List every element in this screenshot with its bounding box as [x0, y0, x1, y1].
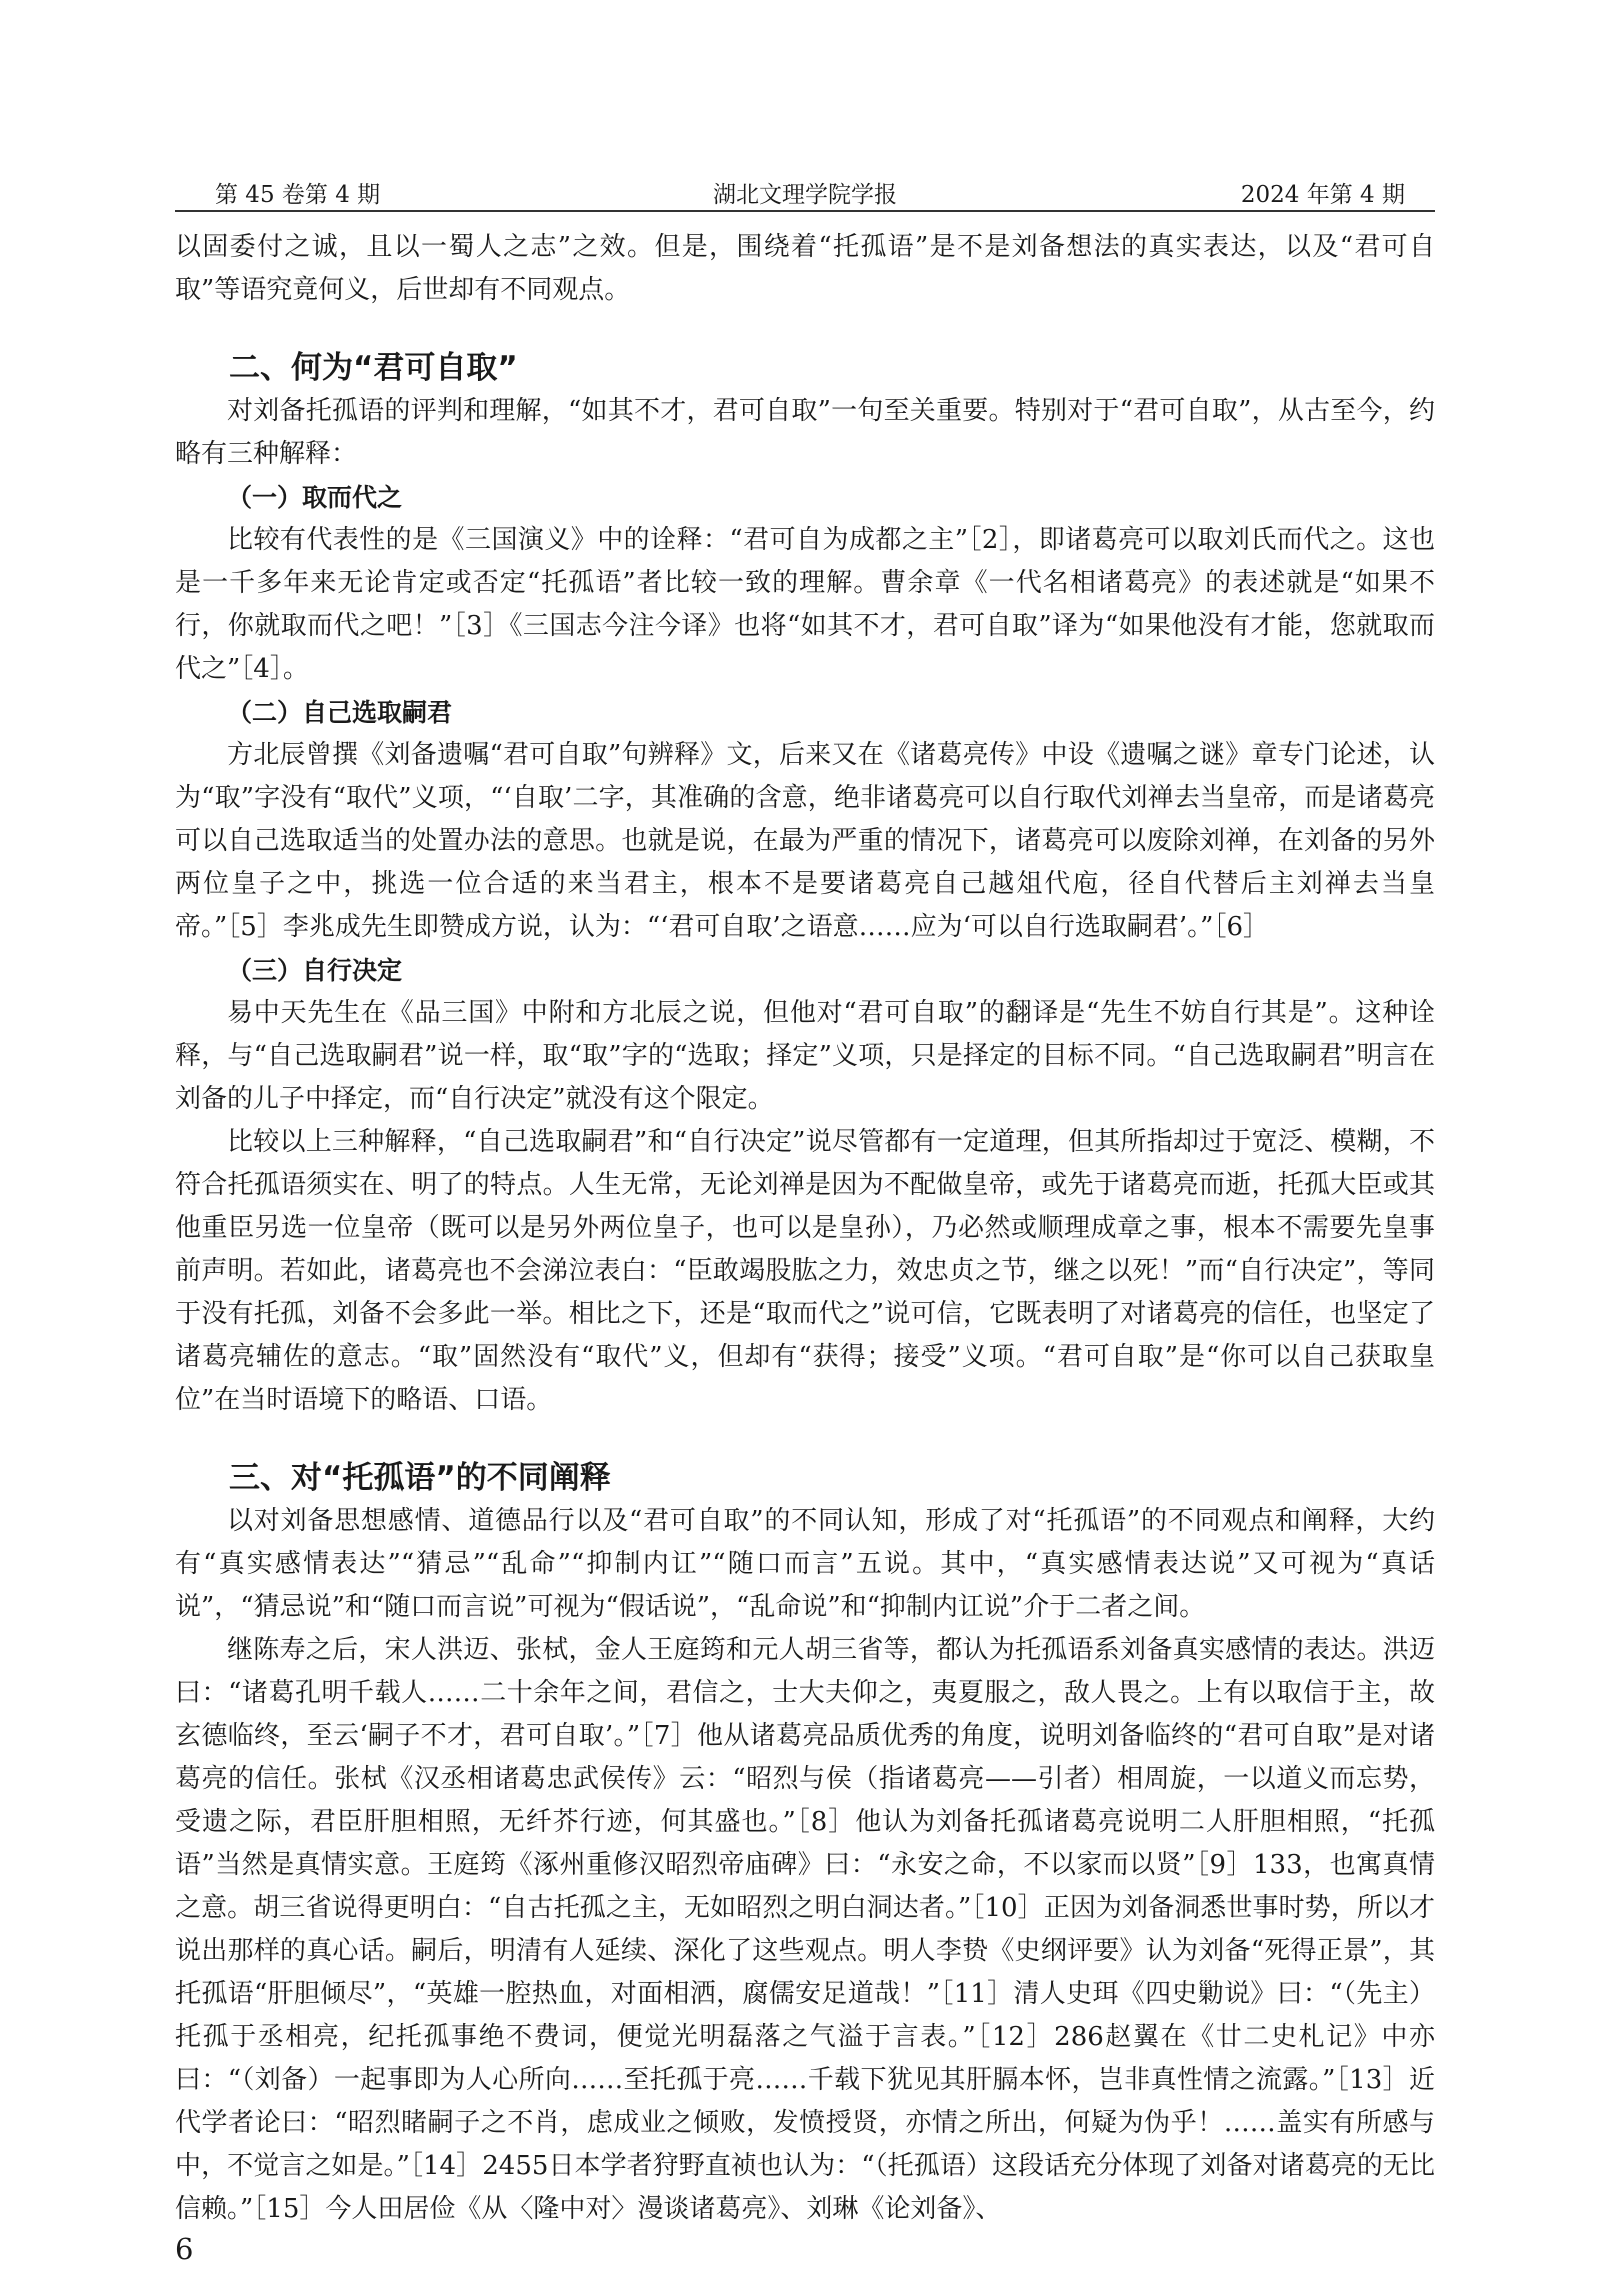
volume-issue: 第 45 卷第 4 期 — [215, 182, 381, 208]
paragraph: 以对刘备思想感情、道德品行以及“君可自取”的不同认知，形成了对“托孤语”的不同观点和阐释，大约有“真实感情表达”“猜忌”“乱命”“抑制内讧”“随口而言”五说。其中，“真实感情表达说”又可视为“真话说”，“猜忌说”和“随口而言说”可视为“假话说”，“乱命说”和“抑制内讧说”介于二者之间。 — [175, 1506, 1435, 1622]
paragraph: 方北辰曾撰《刘备遗嘱“君可自取”句辨释》文，后来又在《诸葛亮传》中设《遗嘱之谜》章专门论述，认为“取”字没有“取代”义项，“‘自取’二字，其准确的含意，绝非诸葛亮可以自行取代刘禅去当皇帝，而是诸葛亮可以自己选取适当的处置办法的意思。也就是说，在最为严重的情况下，诸葛亮可以废除刘禅，在刘备的另外两位皇子之中，挑选一位合适的来当君主，根本不是要诸葛亮自己越俎代庖，径自代替后主刘禅去当皇帝。”［5］李兆成先生即赞成方说，认为：“‘君可自取’之语意……应为‘可以自行选取嗣君’。”［6］ — [175, 740, 1435, 942]
section-heading-3: 三、对“托孤语”的不同阐释 — [229, 1460, 611, 1496]
header-rule — [175, 210, 1435, 212]
journal-title: 湖北文理学院学报 — [713, 182, 897, 208]
subsection-heading-3: （三）自行决定 — [227, 956, 403, 985]
paragraph: 继陈寿之后，宋人洪迈、张栻，金人王庭筠和元人胡三省等，都认为托孤语系刘备真实感情的表达。洪迈曰：“诸葛孔明千载人……二十余年之间，君信之，士大夫仰之，夷夏服之，敌人畏之。上有以取信于主，故玄德临终，至云‘嗣子不才，君可自取’。”［7］他从诸葛亮品质优秀的角度，说明刘备临终的“君可自取”是对诸葛亮的信任。张栻《汉丞相诸葛忠武侯传》云：“昭烈与侯（指诸葛亮——引者）相周旋，一以道义而忘势，受遗之际，君臣肝胆相照，无纤芥行迹，何其盛也。”［8］他认为刘备托孤诸葛亮说明二人肝胆相照，“托孤语”当然是真情实意。王庭筠《涿州重修汉昭烈帝庙碑》曰：“永安之命，不以家而以贤”［9］133，也寓真情之意。胡三省说得更明白：“自古托孤之主，无如昭烈之明白洞达者。”［10］正因为刘备洞悉世事时势，所以才说出那样的真心话。嗣后，明清有人延续、深化了这些观点。明人李贽《史纲评要》认为刘备“死得正景”，其托孤语“肝胆倾尽”，“英雄一腔热血，对面相洒，腐儒安足道哉！”［11］清人史珥《四史勦说》曰：“（先主）托孤于丞相亮，纪托孤事绝不费词，便觉光明磊落之气溢于言表。”［12］286赵翼在《廿二史札记》中亦曰：“（刘备）一起事即为人心所向……至托孤于亮……千载下犹见其肝膈本怀，岂非真性情之流露。”［13］近代学者论曰：“昭烈睹嗣子之不肖，虑成业之倾败，发愤授贤，亦情之所出，何疑为伪乎！……盖实有所感与中，不觉言之如是。”［14］2455日本学者狩野直祯也认为：“（托孤语）这段话充分体现了刘备对诸葛亮的无比信赖。”［15］今人田居俭《从〈隆中对〉漫谈诸葛亮》、刘琳《论刘备》、 — [175, 1635, 1435, 2224]
subsection-heading-1: （一）取而代之 — [227, 483, 403, 512]
paragraph-continued: 以固委付之诚，且以一蜀人之志”之效。但是，围绕着“托孤语”是不是刘备想法的真实表达，以及“君可自取”等语究竟何义，后世却有不同观点。 — [175, 232, 1435, 305]
section-heading-2: 二、何为“君可自取” — [229, 350, 518, 386]
paragraph: 比较以上三种解释，“自己选取嗣君”和“自行决定”说尽管都有一定道理，但其所指却过于宽泛、模糊，不符合托孤语须实在、明了的特点。人生无常，无论刘禅是因为不配做皇帝，或先于诸葛亮而逝，托孤大臣或其他重臣另选一位皇帝（既可以是另外两位皇子，也可以是皇孙），乃必然或顺理成章之事，根本不需要先皇事前声明。若如此，诸葛亮也不会涕泣表白：“臣敢竭股肱之力，效忠贞之节，继之以死！”而“自行决定”，等同于没有托孤，刘备不会多此一举。相比之下，还是“取而代之”说可信，它既表明了对诸葛亮的信任，也坚定了诸葛亮辅佐的意志。“取”固然没有“取代”义，但却有“获得；接受”义项。“君可自取”是“你可以自己获取皇位”在当时语境下的略语、口语。 — [175, 1127, 1435, 1415]
paragraph: 易中天先生在《品三国》中附和方北辰之说，但他对“君可自取”的翻译是“先生不妨自行其是”。这种诠释，与“自己选取嗣君”说一样，取“取”字的“选取；择定”义项，只是择定的目标不同。“自己选取嗣君”明言在刘备的儿子中择定，而“自行决定”就没有这个限定。 — [175, 998, 1435, 1114]
page-number: 6 — [175, 2232, 194, 2266]
paragraph: 对刘备托孤语的评判和理解，“如其不才，君可自取”一句至关重要。特别对于“君可自取”，从古至今，约略有三种解释： — [175, 396, 1435, 469]
running-header — [175, 172, 1435, 212]
subsection-heading-2: （二）自己选取嗣君 — [227, 698, 453, 727]
paragraph: 比较有代表性的是《三国演义》中的诠释：“君可自为成都之主”［2］，即诸葛亮可以取刘氏而代之。这也是一千多年来无论肯定或否定“托孤语”者比较一致的理解。曹余章《一代名相诸葛亮》的表述就是“如果不行，你就取而代之吧！”［3］《三国志今注今译》也将“如其不才，君可自取”译为“如果他没有才能，您就取而代之”［4］。 — [175, 525, 1435, 684]
article-body — [175, 226, 1435, 2231]
year-issue: 2024 年第 4 期 — [1240, 182, 1405, 208]
